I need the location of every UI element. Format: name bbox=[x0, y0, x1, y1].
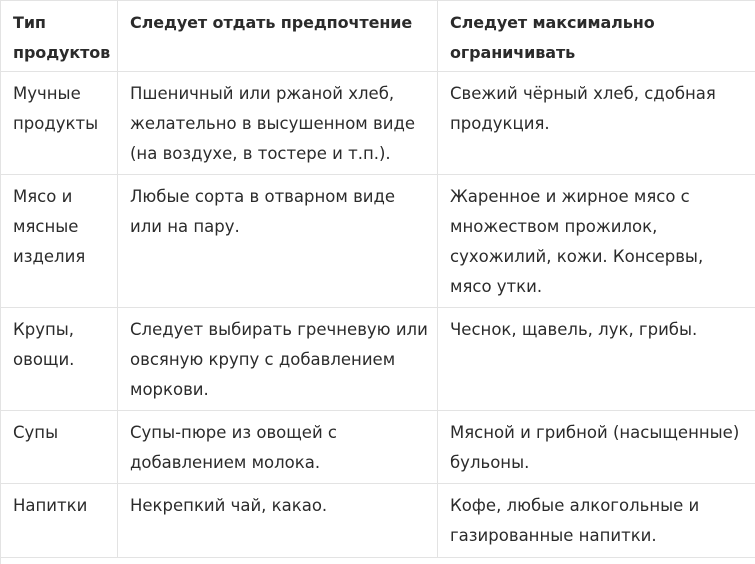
cell-prefer: Некрепкий чай, какао. bbox=[118, 484, 438, 558]
cell-prefer: Пшеничный или ржаной хлеб, желательно в высушенном виде (на воздухе, в тостере и т.п.). bbox=[118, 72, 438, 175]
cell-product-type: Напитки bbox=[1, 484, 118, 558]
cell-limit: Свежий чёрный хлеб, сдобная продукция. bbox=[438, 72, 755, 175]
cell-product-type: Супы bbox=[1, 411, 118, 484]
cell-prefer: Любые сорта в отварном виде или на пару. bbox=[118, 175, 438, 308]
cell-product-type: Мясо и мясные изделия bbox=[1, 175, 118, 308]
cell-limit: Жаренное и жирное мясо с множеством прожилок, сухожилий, кожи. Консервы, мясо утки. bbox=[438, 175, 755, 308]
cell-limit: Мясной и грибной (насыщенные) бульоны. bbox=[438, 411, 755, 484]
cell-limit: Чеснок, щавель, лук, грибы. bbox=[438, 308, 755, 411]
header-prefer: Следует отдать предпочтение bbox=[118, 1, 438, 72]
cell-prefer: Следует выбирать гречневую или овсяную крупу с добавлением моркови. bbox=[118, 308, 438, 411]
cell-limit: Кофе, любые алкогольные и газированные напитки. bbox=[438, 484, 755, 558]
cell-product-type: Крупы, овощи. bbox=[1, 308, 118, 411]
header-limit: Следует максимально ограничивать bbox=[438, 1, 755, 72]
header-product-type: Тип продуктов bbox=[1, 1, 118, 72]
cell-product-type: Мучные продукты bbox=[1, 72, 118, 175]
cell-prefer: Супы-пюре из овощей с добавлением молока. bbox=[118, 411, 438, 484]
